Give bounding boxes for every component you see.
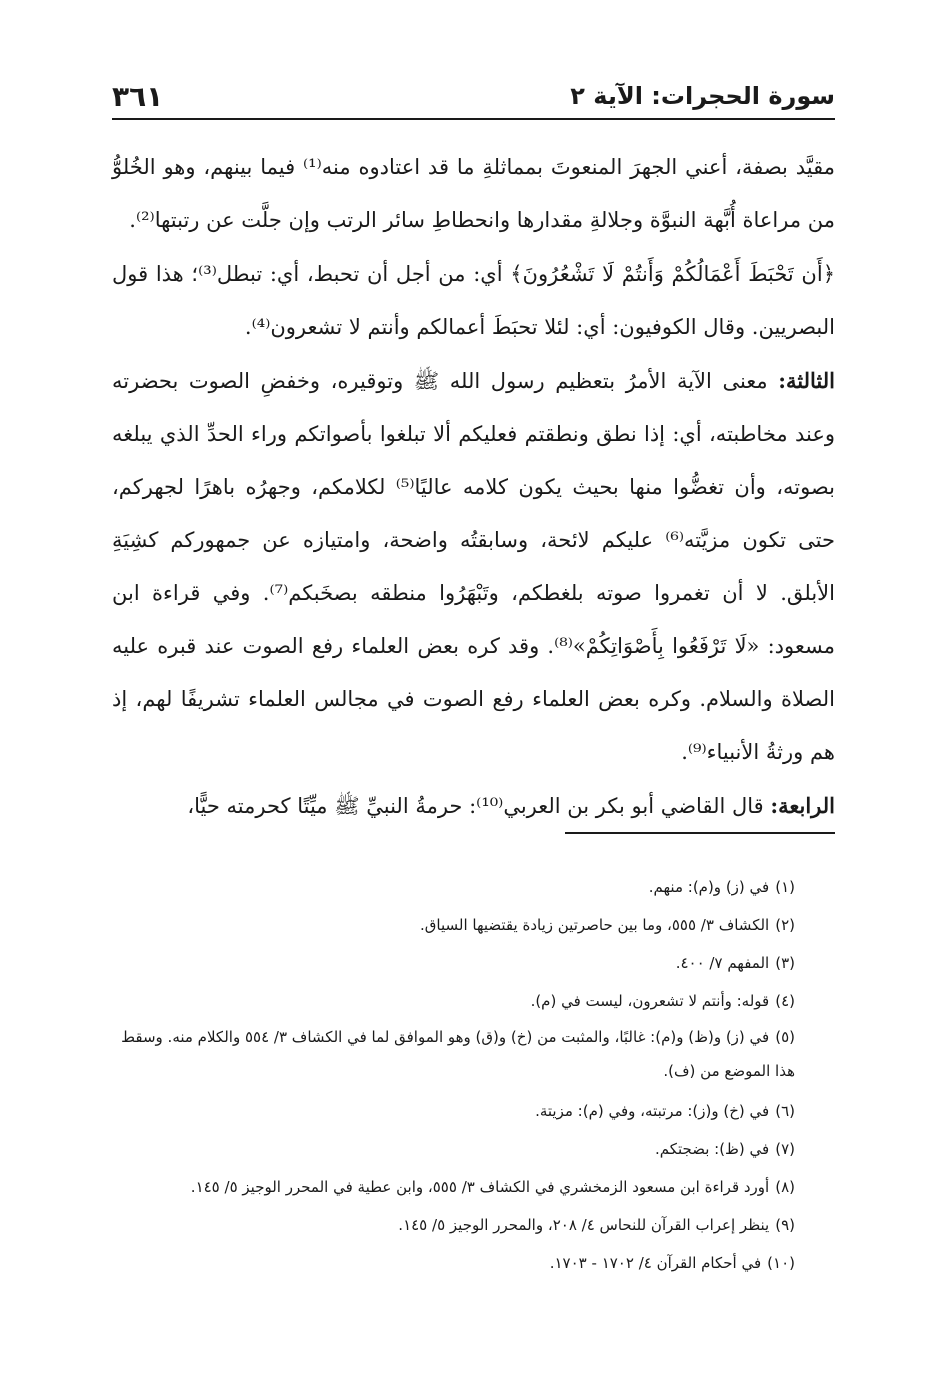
footnote — [112, 906, 795, 944]
paragraph-text: قال القاضي أبو بكر بن العربي⁽¹⁰⁾: حرمةُ النبيِّ ﷺ ميِّتًا كحرمته حيًّا، — [187, 794, 771, 818]
main-text — [112, 140, 835, 833]
footnote — [112, 982, 795, 1020]
footnote-text: المفهم ٧/ ٤٠٠. — [675, 954, 770, 972]
section-label: الثالثة: — [778, 368, 835, 393]
paragraph — [112, 140, 835, 247]
paragraph — [112, 779, 835, 833]
footnote-text: الكشاف ٣/ ٥٥٥، وما بين حاصرتين زيادة يقتضيها السياق. — [420, 916, 770, 934]
paragraph — [112, 247, 835, 354]
footnote-text: في أحكام القرآن ٤/ ١٧٠٢ - ١٧٠٣. — [549, 1254, 762, 1272]
footnote-text: ينظر إعراب القرآن للنحاس ٤/ ٢٠٨، والمحرر الوجيز ٥/ ١٤٥. — [398, 1216, 770, 1234]
footnote — [112, 1092, 795, 1130]
footnote-text: قوله: وأنتم لا تشعرون، ليست في (م). — [530, 992, 770, 1010]
footnote-text: في (ظ): بضجتكم. — [654, 1140, 770, 1158]
paragraph — [112, 354, 835, 779]
footnote — [112, 1130, 795, 1168]
page-header — [112, 74, 835, 120]
page-number: ٣٦١ — [112, 79, 164, 113]
footnote — [112, 1168, 795, 1206]
footnote-number: (٧) — [775, 1140, 795, 1158]
footnote-text: في (ز) و(ظ) و(م): غالبًا، والمثبت من (خ) و(ق) وهو الموافق لما في الكشاف ٣/ ٥٥٤ والكلام منه. وسقط هذا الموضع من (ف). — [121, 1028, 795, 1080]
footnote-number: (١٠) — [767, 1254, 795, 1272]
section-label: الرابعة: — [770, 793, 835, 818]
footnote-text: في (خ) و(ز): مرتبته، وفي (م): مزيتة. — [535, 1102, 770, 1120]
footnote-number: (٦) — [775, 1102, 795, 1120]
footnote — [112, 1244, 795, 1282]
footnote-separator — [565, 832, 835, 834]
footnote-text: أورد قراءة ابن مسعود الزمخشري في الكشاف ٣/ ٥٥٥، وابن عطية في المحرر الوجيز ٥/ ١٤٥. — [190, 1178, 770, 1196]
footnotes — [112, 868, 795, 1282]
footnote-number: (٣) — [775, 954, 795, 972]
footnote-text: في (ز) و(م): منهم. — [648, 878, 770, 896]
footnote-number: (٤) — [775, 992, 795, 1010]
footnote-number: (٩) — [775, 1216, 795, 1234]
paragraph-text: مقيَّد بصفة، أعني الجهرَ المنعوتَ بمماثلةِ ما قد اعتادوه منه⁽¹⁾ فيما بينهم، وهو الخُلوُّ من مراعاة أُبَّهة النبوَّة وجلالةِ مقدارها وانحطاطِ سائر الرتب وإن جلَّت عن رتبتها⁽²⁾. — [112, 155, 835, 232]
footnote-number: (١) — [775, 878, 795, 896]
paragraph-text: معنى الآية الأمرُ بتعظيم رسول الله ﷺ وتوقيره، وخفضِ الصوت بحضرته وعند مخاطبته، أي: إذا نطق ونطقتم فعليكم ألا تبلغوا بأصواتكم وراء الحدِّ الذي يبلغه بصوته، وأن تغضُّوا منها بحيث يكون كلامه عاليًا⁽⁵⁾ لكلامكم، وجهرُه باهرًا لجهركم، حتى تكون مزيَّته⁽⁶⁾ عليكم لائحة، وسابقتُه واضحة، وامتيازه عن جمهوركم كشِيَةِ الأبلق. لا أن تغمروا صوته بلغطكم، وتَبْهَرُوا منطقه بصخَبكم⁽⁷⁾. وفي قراءة ابن مسعود: «لَا تَرْفَعُوا بِأَصْوَاتِكُمْ»⁽⁸⁾. وقد كره بعض العلماء رفع الصوت عند قبره عليه الصلاة والسلام. وكره بعض العلماء رفع الصوت في مجالس العلماء تشريفًا لهم، إذ هم ورثةُ الأنبياء⁽⁹⁾. — [112, 369, 835, 764]
footnote — [112, 868, 795, 906]
footnote-number: (٥) — [775, 1028, 795, 1046]
footnote — [112, 1020, 795, 1088]
footnote-number: (٨) — [775, 1178, 795, 1196]
footnote — [112, 944, 795, 982]
footnote — [112, 1206, 795, 1244]
paragraph-text: ﴿أَن تَحْبَطَ أَعْمَالُكُمْ وَأَنتُمْ لَا تَشْعُرُونَ﴾ أي: من أجل أن تحبط، أي: تبطل⁽³⁾؛ هذا قول البصريين. وقال الكوفيون: أي: لئلا تحبَطَ أعمالكم وأنتم لا تشعرون⁽⁴⁾. — [112, 262, 835, 339]
running-title: سورة الحجرات: الآية ٢ — [570, 82, 835, 110]
footnote-number: (٢) — [775, 916, 795, 934]
